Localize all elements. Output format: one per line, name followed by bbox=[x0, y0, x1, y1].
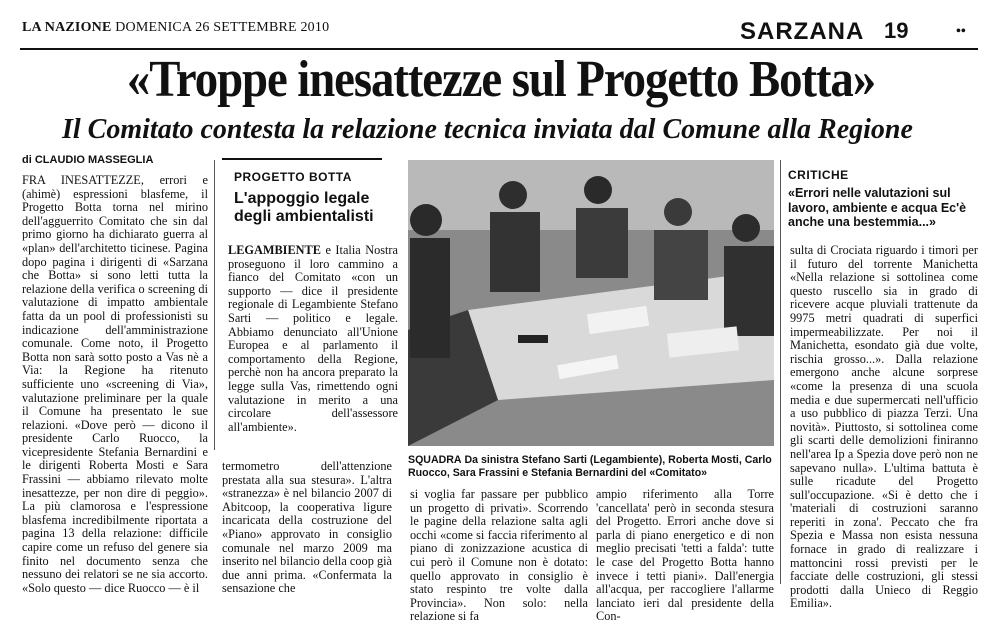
paper-name: LA NAZIONE bbox=[22, 20, 112, 35]
article-column-2 bbox=[222, 459, 392, 596]
sidebar-kicker: CRITICHE bbox=[788, 168, 849, 182]
byline: di CLAUDIO MASSEGLIA bbox=[22, 154, 154, 166]
article-text-4: ampio riferimento alla Torre 'cancellata' però in seconda stesura del Progetto. Errori anche dove si parla di piano energetico e di non meglio precisati 'tetti a falda': tutte le case del Progetto Botta hanno invece i tetti piani». Dall'energia all'acqua, per raccogliere l'allarme lanciato ieri dal presidente della Con- bbox=[596, 487, 774, 624]
caption-text: Da sinistra Stefano Sarti (Legambiente), Roberta Mosti, Carlo Ruocco, Sara Frassini e Stefania Bernardini del «Comitato» bbox=[408, 454, 772, 479]
article-column-3 bbox=[410, 487, 588, 624]
sidebar-text: sulta di Crociata riguardo i timori per il futuro del torrente Manichetta «Nella relazione si sottolinea come questo ruscello sia in grado di ricevere acque pluviali trattenute da 9975 metri quadrati di superfici impermeabilizzate. Per noi il Manichetta, esondato già due volte, rischia grosso...». Dalla relazione emergono anche alcune sorprese «come la presenza di una scuola media e due supermercati nell'ufficio a uso pubblico di piazza Terzi. Una novità». Piuttosto, si sottolinea come gli scarti delle demolizioni finiranno nell'area Ip a Spezia dove però non ne sapevano nulla». L'ultima battuta è sulle ricadute del Progetto sull'occupazione. «Si è detto che i 'materiali di costruzioni saranno reperiti in zona'. Peccato che fra Spezia e Massa non esista nessuna fornace in grado di realizzare i mattoncini rossi previsti per le facciate delle costruzioni, gli stessi prodotti dalla Unieco di Reggio Emilia». bbox=[790, 243, 978, 611]
article-column-4 bbox=[596, 487, 774, 624]
photo-image bbox=[408, 160, 774, 446]
article-column-1 bbox=[22, 173, 208, 595]
caption-lead: SQUADRA bbox=[408, 454, 462, 466]
sidebar-divider bbox=[780, 160, 781, 584]
article-text-2: termometro dell'attenzione prestata alla sua stesura». L'altra «stranezza» è nel bilancio 2007 di Abitcoop, la cooperativa ligure incaricata della costruzione del «Piano» approvato in consiglio comunale nel marzo 2009 ma inserito nel bilancio della coop già due anni prima. «Confermata la sensazione che bbox=[222, 459, 392, 596]
sidebar-quote: «Errori nelle valutazioni sul lavoro, ambiente e acqua Ec'è anche una bestemmia...» bbox=[788, 186, 967, 229]
sidebar-column bbox=[790, 243, 978, 611]
headline: «Troppe inesattezze sul Progetto Botta» bbox=[126, 51, 876, 108]
issue-date: DOMENICA 26 SETTEMBRE 2010 bbox=[115, 20, 330, 35]
masthead-left bbox=[22, 20, 329, 36]
column-divider bbox=[214, 160, 215, 450]
box-body bbox=[228, 244, 398, 444]
article-text: FRA INESATTEZZE, errori e (ahimè) espressioni blasfeme, il Progetto Botta torna nel mirino dell'agguerrito Comitato che sin dal primo giorno ha dichiarato guerra al «plan» dell'architetto ticinese. Pagina dopo pagina i dirigenti di «Sarzana che Botta» si sono letti tutta la relazione della verifica o screening di valutazione di impatto ambientale fatta da un pool di professionisti su indicazione dell'amministrazione comunale. Come noto, il Progetto Botta non sarà sotto posto a Vas nè a Via: la Regione ha ritenuto sufficiente uno «screening di Via», valutazione preliminare per la quale il Comune ha presentato le sue relazioni. «Dove però — dicono il presidente Carlo Ruocco, la vicepresidente Stefania Bernardini e le dirigenti Roberta Mosti e Sara Frassini — abbiamo rilevato molte inesattezze, per non dire di peggio». La più clamorosa e l'espressione blasfema incredibilmente riportata a pagina 13 della relazione: difficile capire come un refuso del genere sia finito nel documento senza che nessuno dei relatori se ne sia accorto. «Solo questo — dice Ruocco — è il bbox=[22, 173, 208, 595]
photo bbox=[408, 160, 774, 446]
photo-caption bbox=[408, 454, 774, 480]
section-name: SARZANA bbox=[740, 18, 865, 45]
box-kicker: PROGETTO BOTTA bbox=[234, 170, 352, 184]
box-rule bbox=[222, 158, 382, 160]
box-title: L'appoggio legale degli ambientalisti bbox=[234, 190, 374, 225]
page-number: 19 bbox=[884, 18, 909, 43]
page-dots: •• bbox=[956, 24, 966, 39]
box-text: e Italia Nostra proseguono il loro cammino a fianco del Comitato «con un supporto — dice il presidente regionale di Legambiente Stefano Sarti — politico e legale. Abbiamo denunciato all'Unione Europea e al parlamento il comportamento della Regione, perchè non ha ancora preparato la legge sulla Vas, rimettendo ogni valutazione in merito a una circolare dell'assessore all'ambiente». bbox=[228, 243, 398, 434]
subhead: Il Comitato contesta la relazione tecnica inviata dal Comune alla Regione bbox=[62, 114, 913, 145]
top-rule bbox=[20, 48, 978, 50]
box-lead: LEGAMBIENTE bbox=[228, 243, 321, 257]
article-text-3: si voglia far passare per pubblico un progetto di privati». Scorrendo le pagine della relazione salta agli occhi «come si faccia riferimento al piano di zonizzazione acustica di cui però il Comune non è dotato: quello approvato in consiglio è stato respinto tre volte dalla Provincia». Non solo: nella relazione si fa bbox=[410, 487, 588, 624]
